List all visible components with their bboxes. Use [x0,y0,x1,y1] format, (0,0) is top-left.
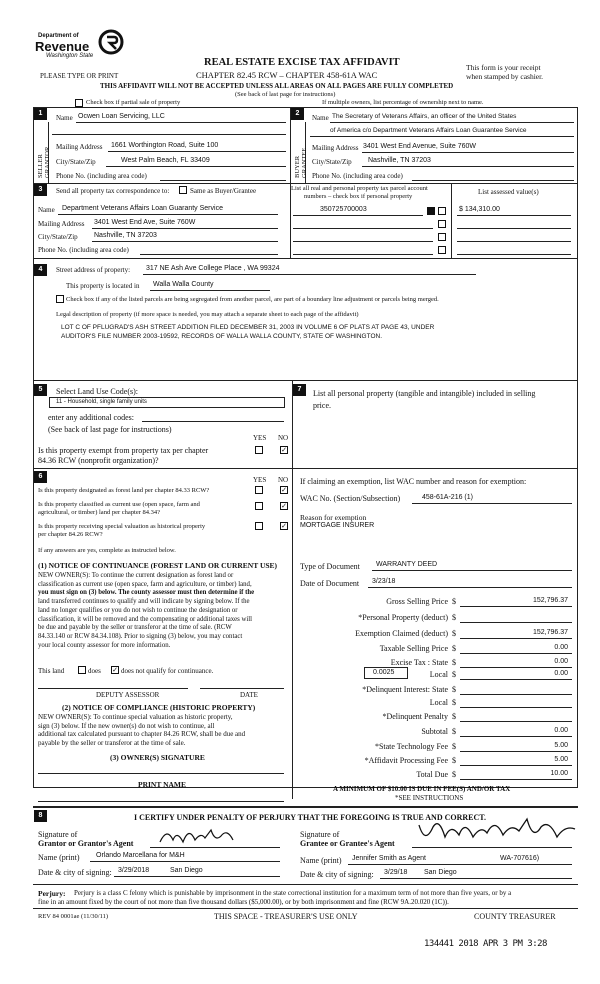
see-back-note: (See back of last page for instructions) [235,91,336,98]
excise-tax-state-value[interactable]: 0.00 [554,658,568,665]
section-8-badge: 8 [34,810,47,822]
seller-name-label: Name [56,114,73,122]
parcel-header-2: numbers – check box if personal property [304,193,413,200]
exemption-claim-label: If claiming an exemption, list WAC number and reason for exemption: [300,477,527,486]
owner-signature-label: (3) OWNER(S) SIGNATURE [110,753,205,762]
notice-continuance-title: (1) NOTICE OF CONTINUANCE (FOREST LAND OR CURRENT USE) [38,561,278,570]
correspondence-city-label: City/State/Zip [38,233,78,241]
grantee-date-value[interactable]: 3/29/18 [384,869,408,876]
treasurer-space-label: THIS SPACE - TREASURER'S USE ONLY [214,912,358,921]
parcel-2-personal-checkbox[interactable] [438,220,446,228]
delinquent-penalty-label: *Delinquent Penalty [382,712,448,721]
dollar-sign: $ [452,670,456,679]
legal-description-label: Legal description of property (if more space is needed, you may attach a separate sheet to each page of the affidavit) [56,311,359,318]
personal-property-label-2: price. [313,401,331,410]
dollar-sign: $ [452,613,456,622]
buyer-city-value[interactable]: Nashville, TN 37203 [368,157,431,164]
grantee-date-city-label: Date & city of signing: [300,870,374,879]
land-does-not-checkbox[interactable]: ✓ [112,666,118,674]
completion-warning: THIS AFFIDAVIT WILL NOT BE ACCEPTED UNLESS ALL AREAS ON ALL PAGES ARE FULLY COMPLETED [100,82,454,90]
assessed-header: List assessed value(s) [478,188,539,196]
seller-name-value[interactable]: Ocwen Loan Servicing, LLC [78,113,165,120]
forest-land-question: Is this property designated as forest land per chapter 84.33 RCW? [38,487,210,494]
partial-sale-label: Check box if partial sale of property [86,99,181,106]
exempt-yes-checkbox[interactable] [255,446,263,454]
current-use-question-2: agricultural, or timber) land per chapter 84.34? [38,509,161,516]
gross-selling-price-label: Gross Selling Price [386,597,448,606]
grantor-name-print-label: Name (print) [38,853,80,862]
dollar-sign: $ [452,742,456,751]
dollar-sign: $ [452,712,456,721]
form-title: REAL ESTATE EXCISE TAX AFFIDAVIT [204,57,400,68]
notice-continuance-body: NEW OWNER(S): To continue the current designation as forest land or classification as current use (open space, farm and agriculture, or timber) land, you must sign on (3) below. The county assessor must then determine if the land transferred continues to qualify and will indicate by signing below. If the land no longer qualifies or you do not wish to continue the designation or classification, it will be removed and the compensating or additional taxes will be due and payable by the seller or transferor at the time of sale. (RCW 84.33.140 or RCW 84.34.108). Prior to signing (3) below, you may contact your local county assessor for more information. [38,572,255,649]
exemption-claimed-label: Exemption Claimed (deduct) [355,629,448,638]
excise-tax-local-label: Local [429,670,448,679]
seller-mailing-label: Mailing Address [56,143,103,151]
state-technology-fee-value[interactable]: 5.00 [554,742,568,749]
parcel-1-personal-checkbox[interactable] [427,207,435,215]
seller-grantor-label: SELLER GRANTOR [37,146,51,178]
form-revision: REV 84 0001ae (11/30/11) [38,913,108,920]
grantee-signature-image [415,815,580,851]
section6-yes-header: YES [253,476,267,484]
parcel-1-personal-checkbox-alt[interactable] [438,207,446,215]
grantor-date-value[interactable]: 3/29/2018 [118,867,150,874]
correspondence-phone-label: Phone No. (including area code) [38,246,129,254]
seller-phone-label: Phone No. (including area code) [56,172,147,180]
taxable-selling-price-label: Taxable Selling Price [379,644,448,653]
washington-state-label: Washington State [46,53,94,59]
parcel-4-personal-checkbox[interactable] [438,246,446,254]
total-due-value[interactable]: 10.00 [550,770,568,777]
grantor-signature-label-1: Signature of [38,830,78,839]
total-due-label: Total Due [416,770,448,779]
recording-stamp: 134441 2018 APR 3 PM 3:28 [424,939,547,949]
exempt-question-1: Is this property exempt from property tax per chapter [38,446,209,455]
revenue-logo-icon [98,29,124,55]
buyer-name-value-2[interactable]: of America c/o Department Veterans Affairs Loan Guarantee Service [330,127,527,134]
grantee-signature-label-1: Signature of [300,830,340,839]
minimum-fee-note: A MINIMUM OF $10.00 IS DUE IN FEE(S) AND/OR TAX [333,785,511,793]
grantor-name-value[interactable]: Orlando Marcellana for M&H [96,852,185,859]
county-treasurer-label: COUNTY TREASURER [474,912,556,921]
notice-compliance-body: NEW OWNER(S): To continue special valuation as historic property, sign (3) below. If the new owner(s) do not wish to continue, all additional tax calculated pursuant to chapter 84.26 RCW, shall be due and payable by the seller or transferor at the time of sale. [38,713,246,748]
doc-date-label: Date of Document [300,579,360,588]
correspondence-label: Send all property tax correspondence to: [56,187,170,195]
receipt-note-1: This form is your receipt [466,63,541,72]
partial-sale-checkbox[interactable] [75,99,83,107]
local-rate-box[interactable] [364,667,408,679]
personal-property-deduct-label: *Personal Property (deduct) [358,613,448,622]
grantee-name-value[interactable]: Jennifer Smith as Agent [352,855,426,862]
buyer-name-value-1[interactable]: The Secretary of Veterans Affairs, an officer of the United States [332,113,517,120]
assessor-date-label: DATE [240,691,258,699]
parcel-header-1: List all real and personal property tax parcel account [291,185,428,192]
subtotal-value[interactable]: 0.00 [554,727,568,734]
same-as-buyer-label: Same as Buyer/Grantee [190,187,257,195]
grantee-signature-label-2: Grantee or Grantee's Agent [300,839,395,848]
gross-selling-price-value[interactable]: 152,796.37 [532,597,568,604]
street-address-value[interactable]: 317 NE Ash Ave College Place , WA 99324 [146,265,280,272]
buyer-city-label: City/State/Zip [312,158,352,166]
legal-description-line-2[interactable]: AUDITOR'S FILE NUMBER 2003-19592, RECORDS OF WALLA WALLA COUNTY, STATE OF WASHINGTON. [61,333,383,340]
exempt-question-2: 84.36 RCW (nonprofit organization)? [38,456,159,465]
correspondence-mailing-value[interactable]: 3401 West End Ave, Suite 760W [94,219,196,226]
correspondence-city-value[interactable]: Nashville, TN 37203 [94,232,157,239]
parcel-number-1[interactable]: 350725700003 [320,206,367,213]
land-use-label: Select Land Use Code(s): [56,387,138,396]
grantee-license-stamp: WA-707616) [500,855,540,862]
land-use-value: 11 - Household, single family units [56,399,147,405]
dollar-sign: $ [452,644,456,653]
subtotal-label: Subtotal [421,727,448,736]
forest-no-checkbox[interactable]: ✓ [281,486,287,494]
affidavit-processing-fee-value[interactable]: 5.00 [554,756,568,763]
section-3-badge: 3 [34,184,47,196]
historic-question-1: Is this property receiving special valuation as historical property [38,523,206,530]
section-7-badge: 7 [293,384,306,396]
local-rate-value: 0.0025 [373,669,395,676]
seller-city-value[interactable]: West Palm Beach, FL 33409 [121,157,210,164]
exemption-reason-label: Reason for exemption [300,513,367,522]
wac-label: WAC No. (Section/Subsection) [300,494,401,503]
land-does-label: does [88,667,101,675]
delinquent-interest-local-label: Local [429,698,448,707]
dept-of-label: Department of [38,33,79,39]
perjury-text-1: Perjury is a class C felony which is punishable by imprisonment in the state correctional institution for a maximum term of not more than five years, or by a [74,889,512,897]
multiple-owners-note: If multiple owners, list percentage of ownership next to name. [322,99,484,106]
current-use-question-1: Is this property classified as current use (open space, farm and [38,501,200,508]
certify-statement: I CERTIFY UNDER PENALTY OF PERJURY THAT THE FOREGOING IS TRUE AND CORRECT. [134,813,487,822]
if-yes-instruction: If any answers are yes, complete as instructed below. [38,547,176,554]
notice-compliance-title: (2) NOTICE OF COMPLIANCE (HISTORIC PROPERTY) [62,703,256,712]
buyer-phone-label: Phone No. (including area code) [312,172,403,180]
grantee-name-print-label: Name (print) [300,856,342,865]
section-5-badge: 5 [34,384,47,396]
wac-value[interactable]: 458-61A-216 (1) [422,494,473,501]
current-use-no-checkbox[interactable]: ✓ [281,502,287,510]
same-as-buyer-checkbox[interactable] [179,186,187,194]
excise-tax-state-label: Excise Tax : State [390,658,448,667]
deputy-assessor-label: DEPUTY ASSESSOR [96,691,160,699]
dollar-sign: $ [452,727,456,736]
buyer-grantee-label: BUYER GRANTEE [294,147,308,178]
correspondence-name-label: Name [38,206,55,214]
located-in-label: This property is located in [66,282,140,290]
correspondence-mailing-label: Mailing Address [38,220,85,228]
dollar-sign: $ [452,658,456,667]
buyer-name-label: Name [312,114,329,122]
buyer-mailing-label: Mailing Address [312,144,359,152]
section6-no-header: NO [278,476,289,484]
section5-yes-header: YES [253,434,267,442]
exempt-no-checkbox[interactable]: ✓ [281,446,287,454]
current-use-yes-checkbox[interactable] [255,502,263,510]
excise-tax-local-value[interactable]: 0.00 [554,670,568,677]
dollar-sign: $ [452,698,456,707]
seller-mailing-value[interactable]: 1661 Worthington Road, Suite 100 [111,142,219,149]
parcel-3-personal-checkbox[interactable] [438,233,446,241]
this-land-label: This land [38,667,65,675]
see-instructions-note: *SEE INSTRUCTIONS [395,794,464,802]
historic-yes-checkbox[interactable] [255,522,263,530]
legal-description-line-1[interactable]: LOT C OF PFLUGRAD'S ASH STREET ADDITION FILED DECEMBER 31, 2003 IN VOLUME 6 OF PLATS AT PAGE 43, UNDER [61,324,435,331]
delinquent-interest-state-label: *Delinquent Interest: State [362,685,448,694]
receipt-note-2: when stamped by cashier. [466,72,544,81]
located-in-value[interactable]: Walla Walla County [153,281,214,288]
print-name-label: PRINT NAME [138,780,186,789]
type-or-print-note: PLEASE TYPE OR PRINT [40,72,119,80]
revenue-logo-text: Revenue [35,39,90,54]
doc-type-value[interactable]: WARRANTY DEED [376,561,438,568]
dollar-sign: $ [452,770,456,779]
grantor-signature-label-2: Grantor or Grantor's Agent [38,839,134,848]
segregated-label: Check box if any of the listed parcels are being segregated from another parcel, are part of a boundary line adjustment or parcels being merged. [66,296,439,303]
street-address-label: Street address of property: [56,266,131,274]
section-1-badge: 1 [34,108,47,120]
grantor-date-city-label: Date & city of signing: [38,868,112,877]
land-use-select[interactable] [49,397,285,408]
exemption-reason-value[interactable]: MORTGAGE INSURER [300,522,375,529]
land-does-not-label: does not qualify for continuance. [121,667,214,675]
doc-date-value[interactable]: 3/23/18 [372,578,396,585]
grantee-city-value[interactable]: San Diego [424,869,457,876]
forest-yes-checkbox[interactable] [255,486,263,494]
perjury-label: Perjury: [38,889,66,898]
land-use-see-back: (See back of last page for instructions) [48,425,172,434]
historic-no-checkbox[interactable]: ✓ [281,522,287,530]
taxable-selling-price-value[interactable]: 0.00 [554,644,568,651]
dollar-sign: $ [452,756,456,765]
section-2-badge: 2 [291,108,304,120]
grantor-city-value[interactable]: San Diego [170,867,203,874]
correspondence-name-value[interactable]: Department Veterans Affairs Loan Guaranty Service [62,205,223,212]
form-chapter: CHAPTER 82.45 RCW – CHAPTER 458-61A WAC [196,70,378,80]
segregated-checkbox[interactable] [56,295,64,303]
perjury-text-2: fine in an amount fixed by the court of not more than five thousand dollars ($5,000.00), or by both imprisonment and fine (RCW 9A.20.020 (1C)). [38,898,449,906]
land-does-checkbox[interactable] [78,666,86,674]
historic-question-2: per chapter 84.26 RCW? [38,531,103,538]
assessed-value-1[interactable]: $ 134,310.00 [459,206,500,213]
exemption-claimed-value[interactable]: 152,796.37 [532,629,568,636]
seller-city-label: City/State/Zip [56,158,96,166]
personal-property-label-1: List all personal property (tangible and intangible) included in selling [313,389,536,398]
state-technology-fee-label: *State Technology Fee [374,742,448,751]
dollar-sign: $ [452,685,456,694]
doc-type-label: Type of Document [300,562,360,571]
grantor-signature-image [155,822,245,850]
dollar-sign: $ [452,629,456,638]
affidavit-processing-fee-label: *Affidavit Processing Fee [364,756,448,765]
additional-codes-label: enter any additional codes: [48,413,134,422]
section-4-badge: 4 [34,264,47,276]
buyer-mailing-value[interactable]: 3401 West End Avenue, Suite 760W [363,143,476,150]
section-6-badge: 6 [34,471,47,483]
dollar-sign: $ [452,597,456,606]
section5-no-header: NO [278,434,289,442]
